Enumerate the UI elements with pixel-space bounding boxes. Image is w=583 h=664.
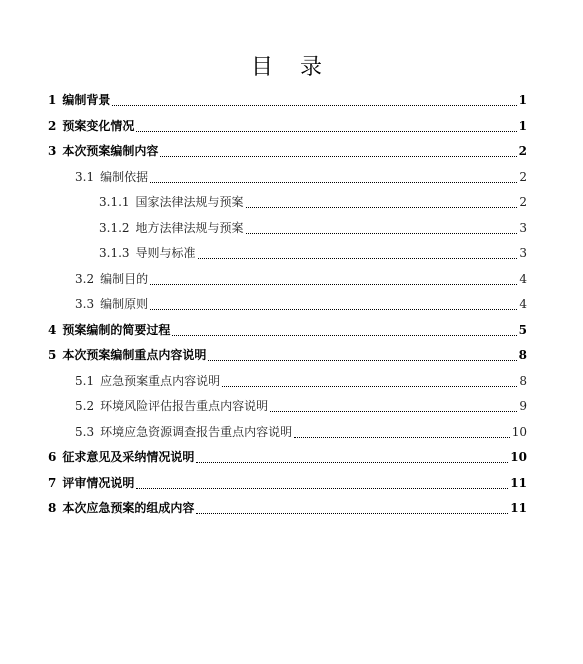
toc-entry[interactable] xyxy=(0,216,527,242)
toc-entry-page: 2 xyxy=(519,195,527,209)
toc-entry-number: 5.2 xyxy=(75,399,95,413)
toc-entry-page: 8 xyxy=(518,348,527,362)
toc-entry-number: 3.1.1 xyxy=(99,195,130,209)
toc-entry-title: 评审情况说明 xyxy=(62,475,135,490)
toc-entry-page: 11 xyxy=(510,501,527,515)
toc-entry-number: 6 xyxy=(48,450,57,464)
toc-leader-dots xyxy=(208,360,516,361)
toc-entry-title: 编制目的 xyxy=(100,271,149,286)
toc-leader-dots xyxy=(294,437,510,438)
toc-leader-dots xyxy=(150,309,517,310)
toc-entry-page: 10 xyxy=(511,424,527,439)
toc-entry-page: 1 xyxy=(518,93,527,107)
toc-entry-page: 11 xyxy=(510,475,527,490)
toc-leader-dots xyxy=(150,284,517,285)
toc-leader-dots xyxy=(136,131,516,132)
toc-leader-dots xyxy=(136,488,508,489)
toc-entry-page: 8 xyxy=(519,373,527,388)
toc-leader-dots xyxy=(246,233,518,234)
toc-entry-title: 本次预案编制重点内容说明 xyxy=(62,348,207,362)
toc-entry[interactable] xyxy=(0,267,527,293)
toc-leader-dots xyxy=(112,105,516,106)
toc-entry-number: 3 xyxy=(48,144,57,158)
toc-entry-title: 环境风险评估报告重点内容说明 xyxy=(100,399,269,413)
toc-entry-number: 4 xyxy=(48,322,57,337)
toc-entry[interactable] xyxy=(0,114,527,140)
toc-entry-page: 5 xyxy=(518,322,527,337)
toc-entry[interactable] xyxy=(0,394,527,420)
toc-entry-title: 征求意见及采纳情况说明 xyxy=(62,450,195,464)
toc-entry[interactable] xyxy=(0,292,527,318)
toc-entry[interactable] xyxy=(0,471,527,497)
table-of-contents xyxy=(0,88,583,522)
toc-leader-dots xyxy=(150,182,517,183)
toc-entry-title: 预案变化情况 xyxy=(62,118,135,133)
toc-entry[interactable] xyxy=(0,369,527,395)
toc-entry[interactable] xyxy=(0,88,527,114)
toc-leader-dots xyxy=(196,462,508,463)
toc-leader-dots xyxy=(160,156,516,157)
toc-entry-title: 编制原则 xyxy=(100,297,149,311)
toc-entry-title: 应急预案重点内容说明 xyxy=(100,373,221,388)
toc-entry-page: 2 xyxy=(518,144,527,158)
toc-entry-number: 3.1.3 xyxy=(99,246,130,260)
toc-entry-number: 3.2 xyxy=(75,271,95,286)
toc-entry-number: 3.1 xyxy=(75,169,95,184)
toc-entry-number: 3.3 xyxy=(75,297,95,311)
toc-entry-page: 4 xyxy=(519,271,527,286)
toc-entry-title: 导则与标准 xyxy=(135,246,196,260)
toc-entry-page: 10 xyxy=(510,450,527,464)
toc-entry[interactable] xyxy=(0,343,527,369)
toc-leader-dots xyxy=(172,335,516,336)
toc-entry[interactable] xyxy=(0,241,527,267)
toc-entry-title: 编制背景 xyxy=(62,93,111,107)
toc-entry[interactable] xyxy=(0,190,527,216)
toc-entry-title: 预案编制的简要过程 xyxy=(62,322,171,337)
toc-leader-dots xyxy=(196,513,508,514)
toc-entry[interactable] xyxy=(0,496,527,522)
toc-entry-page: 2 xyxy=(519,169,527,184)
toc-entry[interactable] xyxy=(0,445,527,471)
toc-leader-dots xyxy=(198,258,518,259)
toc-leader-dots xyxy=(246,207,518,208)
toc-entry-number: 1 xyxy=(48,93,57,107)
toc-entry-number: 2 xyxy=(48,118,57,133)
toc-entry-number: 8 xyxy=(48,501,57,515)
toc-entry[interactable] xyxy=(0,165,527,191)
toc-leader-dots xyxy=(270,411,517,412)
toc-entry[interactable] xyxy=(0,318,527,344)
toc-leader-dots xyxy=(222,386,517,387)
toc-entry-title: 本次预案编制内容 xyxy=(62,144,159,158)
toc-entry-title: 编制依据 xyxy=(100,169,149,184)
toc-entry-title: 环境应急资源调查报告重点内容说明 xyxy=(100,424,293,439)
toc-entry-page: 3 xyxy=(519,220,527,235)
toc-entry[interactable] xyxy=(0,139,527,165)
toc-entry-page: 3 xyxy=(519,246,527,260)
toc-entry-title: 本次应急预案的组成内容 xyxy=(62,501,195,515)
toc-entry[interactable] xyxy=(0,420,527,446)
toc-entry-title: 地方法律法规与预案 xyxy=(135,220,244,235)
toc-entry-page: 1 xyxy=(518,118,527,133)
toc-entry-number: 5.1 xyxy=(75,373,95,388)
toc-entry-page: 9 xyxy=(519,399,527,413)
toc-entry-number: 5.3 xyxy=(75,424,95,439)
toc-entry-page: 4 xyxy=(519,297,527,311)
toc-entry-number: 3.1.2 xyxy=(99,220,130,235)
toc-entry-number: 7 xyxy=(48,475,57,490)
toc-entry-number: 5 xyxy=(48,348,57,362)
page-title: 目 录 xyxy=(251,55,332,80)
toc-entry-title: 国家法律法规与预案 xyxy=(135,195,244,209)
